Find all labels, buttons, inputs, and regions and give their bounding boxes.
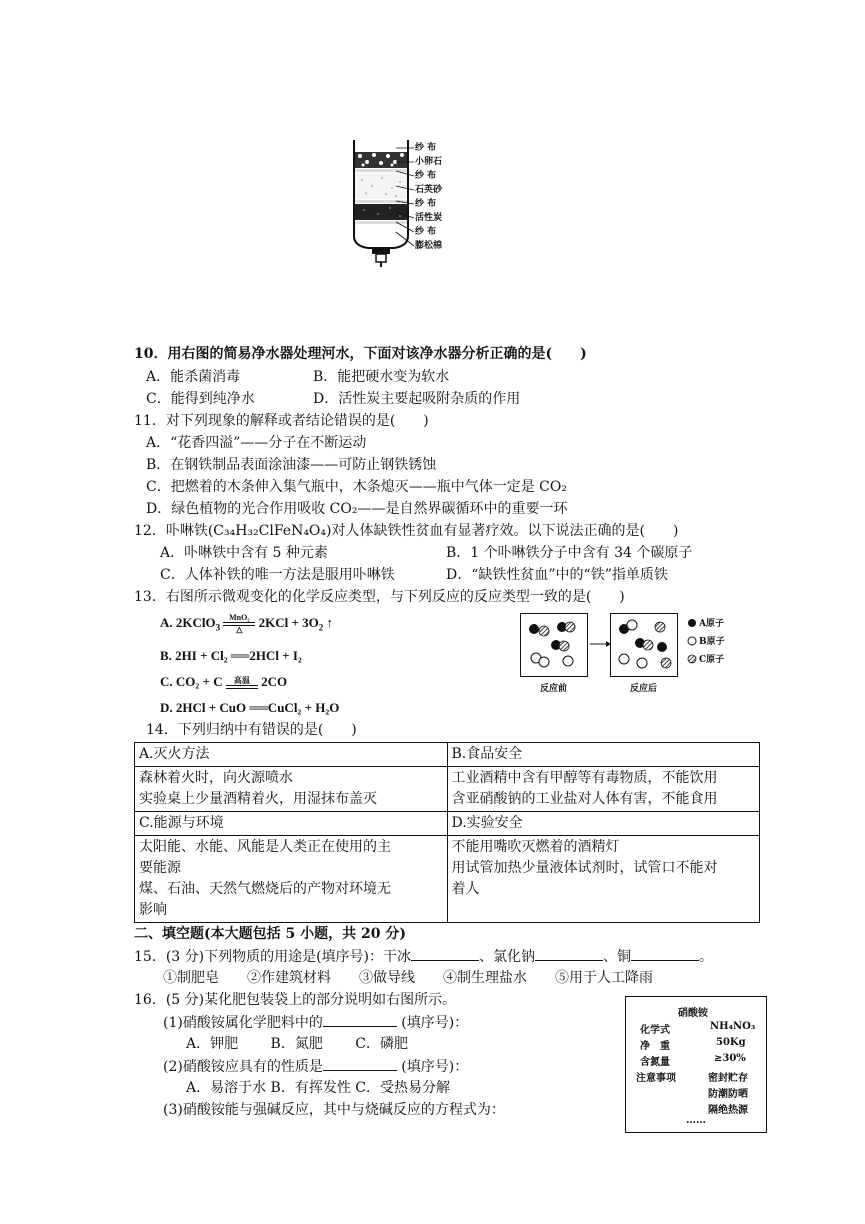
- a-body-line-2: 实验桌上少量酒精着火，用湿抹布盖灭: [139, 791, 377, 807]
- filter-label-cloth-2: 纱 布: [415, 171, 437, 181]
- q12-option-a: A．卟啉铁中含有 5 种元素: [160, 545, 328, 561]
- q15-blank-sodium-chloride[interactable]: [535, 946, 603, 961]
- q11-option-b: B．在钢铁制品表面涂油漆——可防止钢铁锈蚀: [146, 457, 437, 473]
- q10-option-a: A．能杀菌消毒: [146, 369, 241, 385]
- eq-c-product: 2CO: [261, 674, 288, 689]
- q13-equation-b: B. 2HI + Cl₂ ══2HCl + I₂: [160, 648, 302, 663]
- filter-label-cloth-1: 纱 布: [415, 143, 437, 153]
- q15-stem: [134, 946, 713, 967]
- q10-option-b: B．能把硬水变为软水: [313, 369, 450, 385]
- eq-c-high-temp: 高温: [233, 676, 250, 686]
- cell-b-body: [447, 767, 760, 812]
- fert-val-nitrogen: ≥30%: [714, 1053, 746, 1064]
- q16-stem: 16．(5 分)某化肥包装袋上的部分说明如右图所示。: [134, 992, 457, 1008]
- d-body-line-3: 着人: [451, 881, 480, 897]
- fertilizer-label: [625, 996, 767, 1133]
- fert-val-formula: NH₄NO₃: [710, 1021, 756, 1032]
- fert-key-formula: 化学式: [640, 1025, 670, 1036]
- filter-label-cloth-3: 纱 布: [415, 199, 437, 209]
- b-body-line-2: 含亚硝酸钠的工业盐对人体有害，不能食用: [451, 791, 718, 807]
- before-caption: 反应前: [540, 684, 568, 694]
- cell-b-head: B.食品安全: [447, 743, 760, 767]
- q15-stem-part-3: 、铜: [603, 949, 632, 965]
- eq-c-condition: [226, 677, 258, 689]
- q16-part-2-options: A．易溶于水 B．有挥发性 C．受热易分解: [186, 1080, 451, 1096]
- eq-a-products: 2KCl + 3O: [258, 614, 319, 630]
- q16-part-1-text: (1)硝酸铵属化学肥料中的: [163, 1015, 323, 1031]
- fert-val-note-2: 防潮防晒: [708, 1089, 748, 1100]
- section-2-heading: 二、填空题(本大题包括 5 小题，共 20 分): [134, 926, 406, 942]
- q15-blank-dry-ice[interactable]: [411, 946, 479, 961]
- q11-option-a: A．“花香四溢”——分子在不断运动: [146, 435, 367, 451]
- filter-label-cotton: 膨松棉: [415, 241, 443, 251]
- q16-part-1-options: A．钾肥 B．氮肥 C．磷肥: [186, 1036, 409, 1052]
- legend-c-atom: C原子: [699, 655, 725, 665]
- cell-a-body: [135, 767, 448, 812]
- c-body-line-1: 太阳能、水能、风能是人类正在使用的主: [139, 839, 391, 855]
- q16-part-1-tail: (填序号)：: [396, 1015, 469, 1031]
- filter-label-pebbles: 小卵石: [415, 157, 443, 167]
- eq-a-condition: [223, 614, 255, 634]
- cell-a-head: A.灭火方法: [135, 743, 448, 767]
- cell-c-body: [135, 836, 448, 923]
- legend-a-atom: A原子: [699, 619, 724, 629]
- a-body-line-1: 森林着火时，向火源喷水: [139, 770, 293, 786]
- filter-label-quartz-sand: 石英砂: [415, 185, 443, 195]
- fert-val-note-3: 隔绝热源: [708, 1105, 748, 1116]
- after-caption: 反应后: [630, 684, 658, 694]
- fert-val-weight: 50Kg: [716, 1037, 746, 1048]
- eq-a-reactant: A. 2KClO: [160, 614, 216, 630]
- reaction-particle-diagram: [520, 613, 760, 703]
- b-body-line-1: 工业酒精中含有甲醇等有毒物质，不能饮用: [451, 770, 718, 786]
- eq-a-heat: △: [236, 625, 243, 634]
- filter-label-activated-carbon: 活性炭: [415, 213, 443, 223]
- cell-c-head: C.能源与环境: [135, 812, 448, 836]
- fert-val-note-1: 密封贮存: [708, 1073, 748, 1084]
- eq-c-reactants: C. CO₂ + C: [160, 674, 223, 689]
- q11-stem: 11．对下列现象的解释或者结论错误的是( ): [134, 413, 429, 429]
- c-body-line-2: 要能源: [139, 860, 181, 876]
- fert-key-nitrogen: 含氮量: [640, 1057, 670, 1068]
- q13-equation-a: A. 2KClO$_3$ MnO₂ △ $2KCl + 3O_2$ ↑: [160, 613, 334, 634]
- filter-vessel-icon: [350, 138, 416, 268]
- q11-option-c: C．把燃着的木条伸入集气瓶中，木条熄灭——瓶中气体一定是 CO₂: [146, 479, 567, 495]
- q11-option-d: D．绿色植物的光合作用吸收 CO₂——是自然界碳循环中的重要一环: [146, 501, 568, 517]
- q10-option-d: D．活性炭主要起吸附杂质的作用: [313, 391, 521, 407]
- water-filter-diagram: [350, 138, 460, 268]
- q16-part-2: [163, 1056, 468, 1077]
- q16-blank-2[interactable]: [323, 1056, 397, 1071]
- fert-key-weight: 净 重: [640, 1041, 670, 1052]
- q12-option-b: B．1 个卟啉铁分子中含有 34 个碳原子: [446, 545, 693, 561]
- fert-key-notes: 注意事项: [636, 1073, 676, 1084]
- cell-d-head: D.实验安全: [447, 812, 760, 836]
- q16-part-1: [163, 1012, 468, 1033]
- q15-stem-end: 。: [699, 949, 714, 965]
- q15-stem-part-1: 15．(3 分)下列物质的用途是(填序号)：干冰: [134, 949, 412, 965]
- q10-option-c: C．能得到纯净水: [146, 391, 255, 407]
- d-body-line-2: 用试管加热少量液体试剂时，试管口不能对: [451, 860, 718, 876]
- c-body-line-3: 煤、石油、天然气燃烧后的产物对环境无: [139, 881, 391, 897]
- q14-stem: 14．下列归纳中有错误的是( ): [146, 722, 357, 738]
- q16-part-2-tail: (填序号)：: [396, 1059, 469, 1075]
- fert-ellipsis: ……: [686, 1115, 706, 1126]
- d-body-line-1: 不能用嘴吹灭燃着的酒精灯: [451, 839, 620, 855]
- fert-title: 硝酸铵: [678, 1008, 708, 1019]
- q15-stem-part-2: 、氯化钠: [479, 949, 536, 965]
- c-body-line-4: 影响: [139, 902, 167, 918]
- filter-label-cloth-4: 纱 布: [415, 227, 437, 237]
- q13-equation-d: D. 2HCl + CuO ══CuCl₂ + H₂O: [160, 700, 340, 715]
- q10-stem: 10．用右图的简易净水器处理河水，下面对该净水器分析正确的是( ): [134, 346, 587, 362]
- particles-icon: [520, 613, 760, 683]
- q13-equation-c: [160, 674, 287, 690]
- q16-part-2-text: (2)硝酸铵应具有的性质是: [163, 1059, 323, 1075]
- q14-table: [134, 742, 760, 923]
- eq-a-catalyst: MnO₂: [229, 613, 250, 622]
- q16-part-3: (3)硝酸铵能与强碱反应，其中与烧碱反应的方程式为：: [163, 1102, 505, 1118]
- q12-option-d: D．“缺铁性贫血”中的“铁”指单质铁: [446, 567, 668, 583]
- q16-blank-1[interactable]: [323, 1012, 397, 1027]
- q13-stem: 13．右图所示微观变化的化学反应类型，与下列反应的反应类型一致的是( ): [134, 589, 625, 605]
- cell-d-body: [447, 836, 760, 923]
- q12-option-c: C．人体补铁的唯一方法是服用卟啉铁: [160, 567, 395, 583]
- q15-blank-copper[interactable]: [631, 946, 699, 961]
- q12-stem: 12．卟啉铁(C₃₄H₃₂ClFeN₄O₄)对人体缺铁性贫血有显著疗效。以下说法正确的是( ): [134, 523, 679, 539]
- q15-options: ①制肥皂 ②作建筑材料 ③做导线 ④制生理盐水 ⑤用于人工降雨: [163, 970, 653, 986]
- legend-b-atom: B原子: [699, 637, 725, 647]
